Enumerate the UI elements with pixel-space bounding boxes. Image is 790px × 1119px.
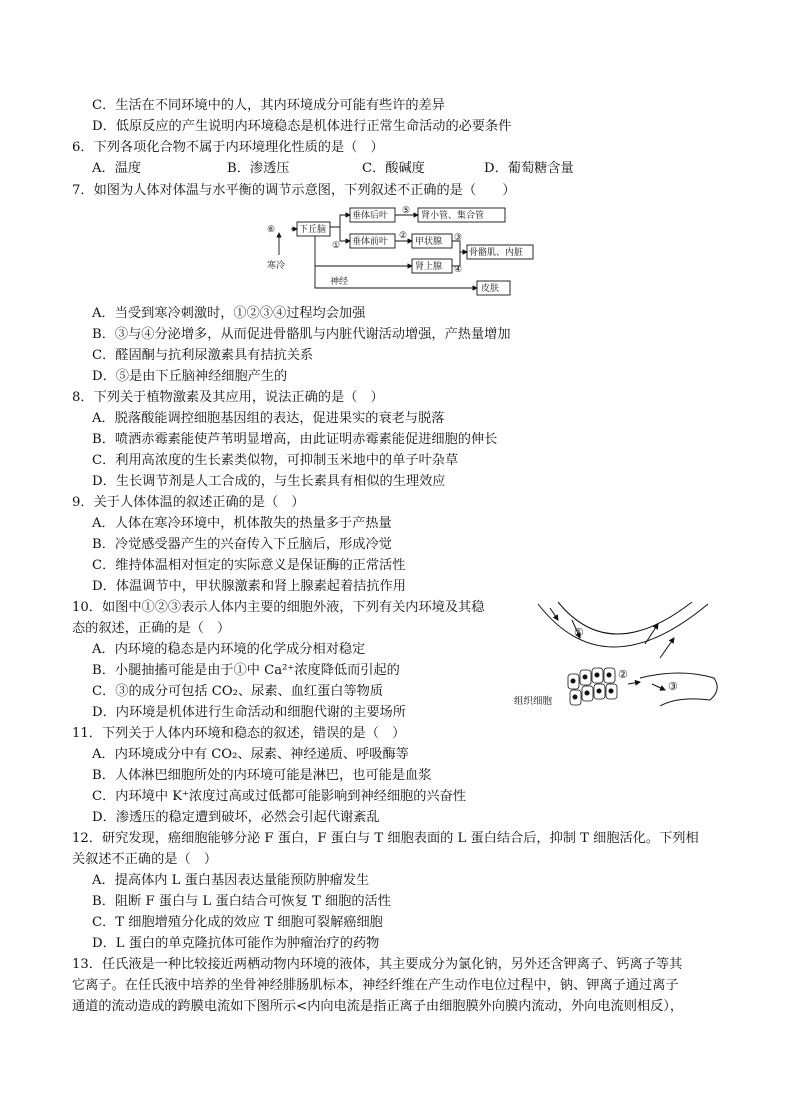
cold-label: 寒冷 [267,261,286,271]
option-text: D．体温调节中，甲状腺激素和肾上腺素起着拮抗作用 [92,579,406,594]
marker-5: ⑤ [402,206,411,216]
option-text: D．葡萄糖含量 [484,161,574,176]
option-text: A．当受到寒冷刺激时，①②③④过程均会加强 [92,306,366,321]
option-text: A．提高体内 L 蛋白基因表达量能预防肿瘤发生 [92,873,370,888]
question-6-stem: 6．下列各项化合物不属于内环境理化性质的是（ ） [72,140,384,155]
option-text: B．人体淋巴细胞所处的内环境可能是淋巴，也可能是血浆 [92,768,432,783]
option-text: C．T 细胞增殖分化成的效应 T 细胞可裂解癌细胞 [92,915,383,930]
marker-3: ③ [668,680,678,693]
question-9-stem: 9．关于人体体温的叙述正确的是（ ） [72,495,305,510]
option-text: C．③的成分可包括 CO₂、尿素、血红蛋白等物质 [92,684,384,699]
marker-4: ④ [454,265,463,275]
adrenal-label: 肾上腺 [415,262,443,272]
option-text: C．醛固酮与抗利尿激素具有拮抗关系 [92,348,314,363]
option-text: B．③与④分泌增多，从而促进骨骼肌与内脏代谢活动增强，产热量增加 [92,327,511,342]
question-6-options [92,160,574,178]
kidney-label: 肾小管、集合管 [421,211,485,221]
marker-3: ③ [454,233,463,243]
muscle-liver-label: 骨骼肌、内脏 [469,248,524,258]
option-text: D．L 蛋白的单克隆抗体可能作为肿瘤治疗的药物 [92,936,380,951]
question-10-stem-cont: 态的叙述，正确的是（ ） [72,621,231,636]
lymph-vessel [640,673,717,706]
option-text: D．生长调节剂是人工合成的，与生长素具有相似的生理效应 [92,474,446,489]
question-12-stem: 12．研究发现，癌细胞能够分泌 F 蛋白，F 蛋白与 T 细胞表面的 L 蛋白结合后，抑制 T 细胞活化。下列相 [72,831,699,846]
tissue-cells-label: 组织细胞 [514,696,553,707]
question-11-stem: 11．下列关于人体内环境和稳态的叙述，错误的是（ ） [72,726,406,741]
option-text: A．内环境成分中有 CO₂、尿素、神经递质、呼吸酶等 [92,747,409,762]
question-8-stem: 8．下列关于植物激素及其应用，说法正确的是（ ） [72,390,384,405]
option-text: B．阻断 F 蛋白与 L 蛋白结合可恢复 T 细胞的活性 [92,894,391,909]
regulation-diagram [255,200,535,300]
hypothalamus-label: 下丘脑 [299,225,327,235]
marker-1: ① [574,626,584,639]
option-text: B．渗透压 [227,161,290,176]
question-13-stem: 13．任氏液是一种比较接近两栖动物内环境的液体，其主要成分为氯化钠，另外还含钾离子、钙离子等其 [72,957,683,972]
nerve-label: 神经 [330,277,349,287]
marker-2: ② [618,668,628,681]
option-text: B．冷觉感受器产生的兴奋传入下丘脑后，形成冷觉 [92,537,392,552]
question-7-stem: 7．如图为人体对体温与水平衡的调节示意图，下列叙述不正确的是（ ） [72,183,516,198]
option-text: A．内环境的稳态是内环境的化学成分相对稳定 [92,642,366,657]
option-text: D．⑤是由下丘脑神经细胞产生的 [92,369,288,384]
thyroid-label: 甲状腺 [415,237,443,247]
option-text: A．温度 [92,161,142,176]
vessel-outer-wall [538,604,708,647]
extracellular-fluid-diagram [510,598,722,716]
question-13-stem-cont: 通道的流动造成的跨膜电流如下图所示<内向电流是指正离子由细胞膜外向膜内流动，外向电流则相反）， [72,999,684,1014]
marker-1: ① [332,241,341,251]
option-text: C．维持体温相对恒定的实际意义是保证酶的正常活性 [92,558,406,573]
option-text: D．低原反应的产生说明内环境稳态是机体进行正常生命活动的必要条件 [92,119,512,134]
option-text: C．利用高浓度的生长素类似物，可抑制玉米地中的单子叶杂草 [92,453,459,468]
option-text: D．内环境是机体进行生命活动和细胞代谢的主要场所 [92,705,406,720]
skin-label: 皮肤 [481,284,500,294]
option-text: D．渗透压的稳定遭到破坏，必然会引起代谢紊乱 [92,810,380,825]
option-text: A．人体在寒冷环境中，机体散失的热量多于产热量 [92,516,392,531]
option-text: B．喷洒赤霉素能使芦苇明显增高，由此证明赤霉素能促进细胞的伸长 [92,432,498,447]
marker-2: ② [399,231,408,241]
option-text: C．酸碱度 [362,161,425,176]
option-text: C．内环境中 K⁺浓度过高或过低都可能影响到神经细胞的兴奋性 [92,789,466,804]
question-10-stem: 10．如图中①②③表示人体内主要的细胞外液，下列有关内环境及其稳 [72,600,485,615]
marker-6: ⑥ [267,225,276,235]
ant-pituitary-label: 垂体前叶 [352,237,389,247]
option-text: A．脱落酸能调控细胞基因组的表达，促进果实的衰老与脱落 [92,411,445,426]
option-text: B．小腿抽搐可能是由于①中 Ca²⁺浓度降低而引起的 [92,663,400,678]
question-12-stem-cont: 关叙述不正确的是（ ） [72,852,218,867]
option-text: C．生活在不同环境中的人，其内环境成分可能有些许的差异 [92,98,445,113]
question-13-stem-cont: 它离子。在任氏液中培养的坐骨神经腓肠肌标本，神经纤维在产生动作电位过程中，钠、钾离子通过离子 [72,978,679,993]
post-pituitary-label: 垂体后叶 [352,211,389,221]
